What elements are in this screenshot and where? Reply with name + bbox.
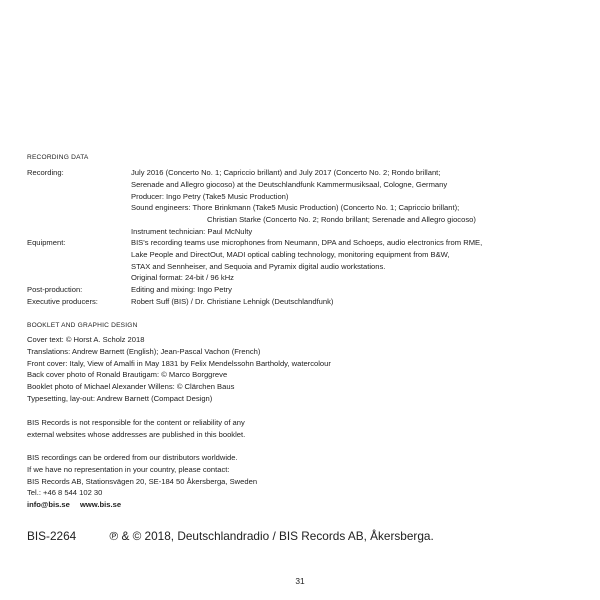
cover-text-credit: Cover text: © Horst A. Scholz 2018 (27, 335, 145, 344)
catalog-number: BIS-2264 (27, 529, 77, 543)
address-line: BIS Records AB, Stationsvägen 20, SE-184 50 Åkersberga, Sweden (27, 476, 258, 486)
typesetting-credit: Typesetting, lay-out: Andrew Barnett (Compact Design) (27, 393, 213, 403)
contact-links (27, 499, 257, 511)
website-link[interactable]: www.bis.se (79, 500, 122, 510)
translations-credit: Translations: Andrew Barnett (English); Jean-Pascal Vachon (French) (27, 346, 261, 356)
page-number: 31 (295, 576, 305, 586)
recording-data-heading: RECORDING DATA (27, 154, 89, 161)
equipment-line-1: BIS's recording teams use microphones from Neumann, DPA and Schoeps, audio electronics from RME, (131, 238, 483, 247)
post-production-value: Editing and mixing: Ingo Petry (131, 285, 232, 294)
equipment-line-3: STAX and Sennheiser, and Sequoia and Pyramix digital audio workstations. (131, 261, 386, 271)
booklet-photo-credit: Booklet photo of Michael Alexander Willens: © Clärchen Baus (27, 382, 235, 392)
executive-producers-value: Robert Suff (BIS) / Dr. Christiane Lehnigk (Deutschlandfunk) (131, 297, 334, 306)
technician-line: Instrument technician: Paul McNulty (131, 226, 253, 236)
recording-label: Recording: (27, 168, 64, 177)
equipment-value (131, 237, 591, 284)
original-format-line: Original format: 24-bit / 96 kHz (131, 273, 234, 283)
front-cover-credit: Front cover: Italy, View of Amalfi in May 1831 by Felix Mendelssohn Bartholdy, watercolour (27, 358, 331, 368)
telephone-line: Tel.: +46 8 544 102 30 (27, 488, 103, 498)
ordering-line-1: BIS recordings can be ordered from our distributors worldwide. (27, 453, 238, 462)
recording-line-1: July 2016 (Concerto No. 1; Capriccio brillant) and July 2017 (Concerto No. 2; Rondo brillant; (131, 168, 441, 177)
recording-line-2: Serenade and Allegro giocoso) at the Deutschlandfunk Kammermusiksaal, Cologne, Germany (131, 179, 448, 189)
booklet-credits (27, 334, 331, 405)
back-cover-photo-credit: Back cover photo of Ronald Brautigam: © Marco Borggreve (27, 370, 228, 380)
copyright-notice: ℗ & © 2018, Deutschlandradio / BIS Records AB, Åkersberga. (109, 529, 434, 543)
ordering-line-2: If we have no representation in your country, please contact: (27, 464, 230, 474)
disclaimer-line-1: BIS Records is not responsible for the content or reliability of any (27, 418, 245, 427)
post-production-label: Post-production: (27, 285, 83, 294)
recording-value (131, 167, 591, 238)
producer-line: Producer: Ingo Petry (Take5 Music Production) (131, 191, 289, 201)
disclaimer (27, 417, 245, 441)
email-link[interactable]: info@bis.se (27, 500, 70, 510)
executive-producers-label: Executive producers: (27, 297, 98, 306)
equipment-line-2: Lake People and DirectOut, MADI optical cabling technology, monitoring equipment from B&W, (131, 249, 450, 259)
equipment-label: Equipment: (27, 238, 66, 247)
sound-engineers-line-2: Christian Starke (Concerto No. 2; Rondo brillant; Serenade and Allegro giocoso) (207, 215, 476, 225)
ordering-info (27, 452, 257, 511)
copyright-footer (27, 529, 434, 543)
booklet-design-heading: BOOKLET AND GRAPHIC DESIGN (27, 322, 138, 329)
disclaimer-line-2: external websites whose addresses are published in this booklet. (27, 429, 246, 439)
sound-engineers-line-1: Sound engineers: Thore Brinkmann (Take5 Music Production) (Concerto No. 1; Capriccio brillant); (131, 203, 460, 213)
